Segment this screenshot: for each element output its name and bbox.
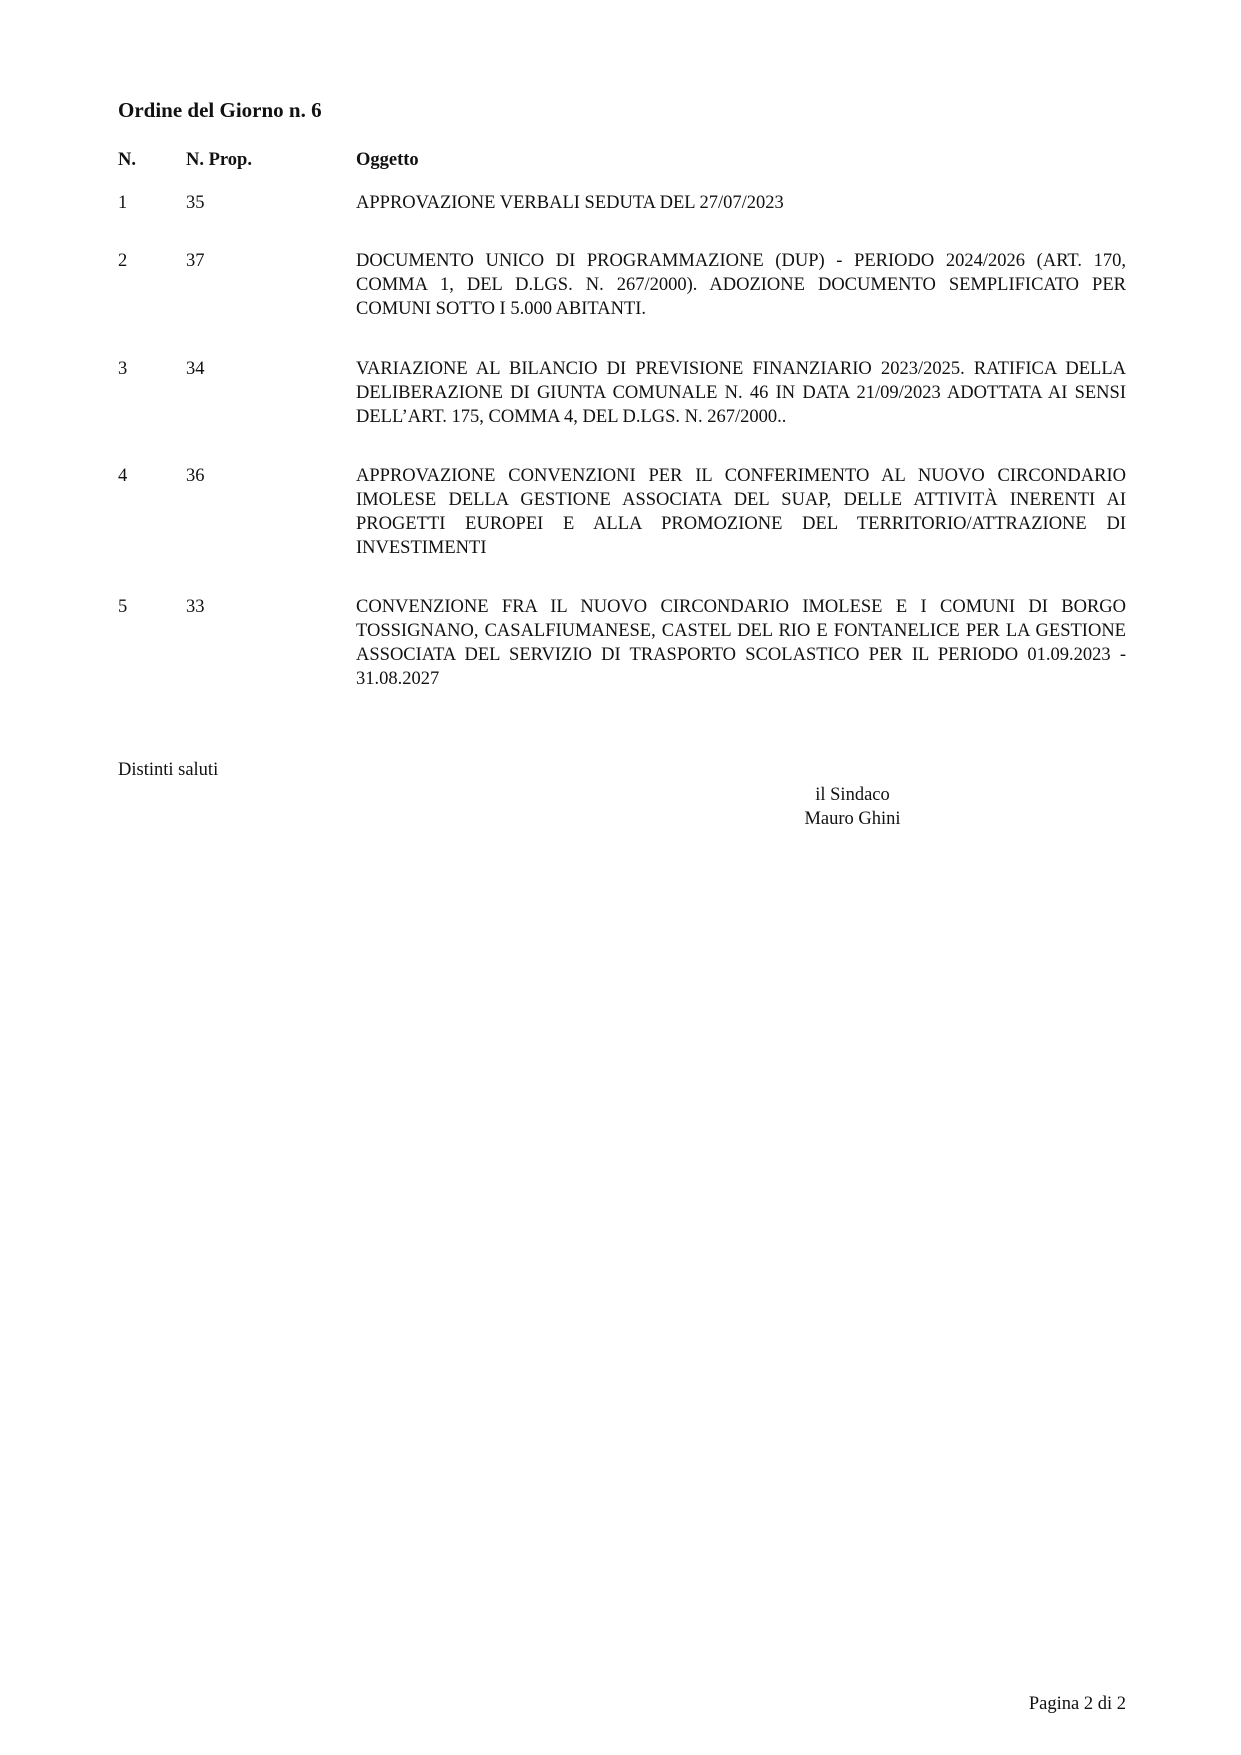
column-header-number: N. (118, 150, 136, 170)
closing-salutation: Distinti saluti (118, 760, 219, 780)
column-header-subject: Oggetto (356, 150, 419, 170)
item-proposal-number: 37 (186, 251, 205, 271)
item-number: 1 (118, 193, 128, 213)
item-proposal-number: 35 (186, 193, 205, 213)
signature-name: Mauro Ghini (804, 809, 901, 829)
page-number: Pagina 2 di 2 (1028, 1694, 1126, 1714)
item-number: 3 (118, 359, 128, 379)
item-proposal-number: 34 (186, 359, 205, 379)
item-subject: DOCUMENTO UNICO DI PROGRAMMAZIONE (DUP) - PERIODO 2024/2026 (ART. 170, COMMA 1, DEL D.LGS. N. 267/2000). ADOZIONE DOCUMENTO SEMPLIFICATO PER COMUNI SOTTO I 5.000 ABITANTI. (356, 251, 1126, 319)
signature-role: il Sindaco (815, 785, 890, 805)
item-subject: VARIAZIONE AL BILANCIO DI PREVISIONE FINANZIARIO 2023/2025. RATIFICA DELLA DELIBERAZIONE DI GIUNTA COMUNALE N. 46 IN DATA 21/09/2023 ADOTTATA AI SENSI DELL’ART. 175, COMMA 4, DEL D.LGS. N. 267/2000.. (356, 359, 1126, 427)
item-proposal-number: 36 (186, 466, 205, 486)
item-number: 5 (118, 597, 128, 617)
item-subject: APPROVAZIONE VERBALI SEDUTA DEL 27/07/2023 (356, 193, 784, 213)
item-number: 4 (118, 466, 128, 486)
page-title: Ordine del Giorno n. 6 (118, 98, 322, 122)
item-subject: APPROVAZIONE CONVENZIONI PER IL CONFERIMENTO AL NUOVO CIRCONDARIO IMOLESE DELLA GESTIONE ASSOCIATA DEL SUAP, DELLE ATTIVITÀ INERENTI AI PROGETTI EUROPEI E ALLA PROMOZIONE DEL TERRITORIO/ATTRAZIONE DI INVESTIMENTI (356, 466, 1126, 558)
item-proposal-number: 33 (186, 597, 205, 617)
item-number: 2 (118, 251, 128, 271)
column-header-proposal-number: N. Prop. (186, 150, 252, 170)
item-subject: CONVENZIONE FRA IL NUOVO CIRCONDARIO IMOLESE E I COMUNI DI BORGO TOSSIGNANO, CASALFIUMANESE, CASTEL DEL RIO E FONTANELICE PER LA GESTIONE ASSOCIATA DEL SERVIZIO DI TRASPORTO SCOLASTICO PER IL PERIODO 01.09.2023 - 31.08.2027 (356, 597, 1126, 689)
